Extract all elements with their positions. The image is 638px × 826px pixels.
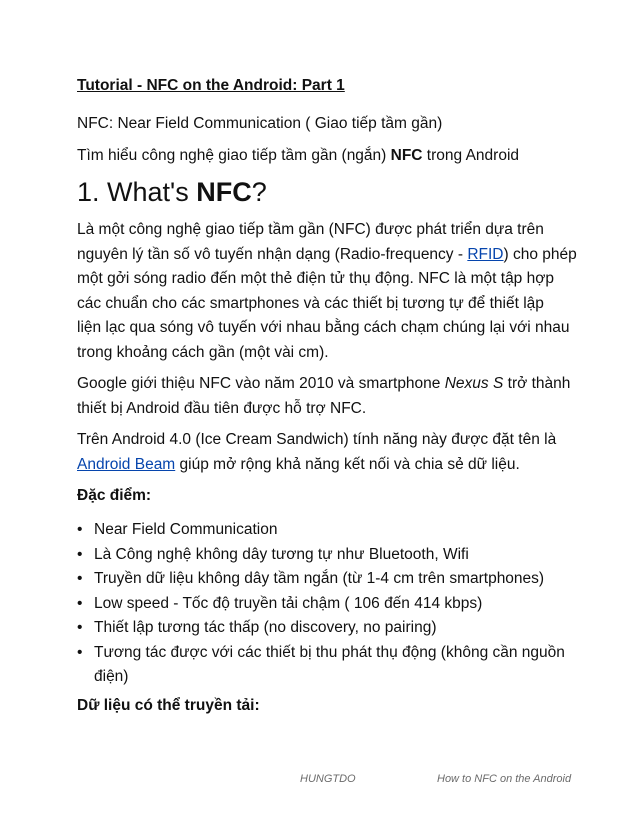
bullet-icon: • [77,521,83,538]
bullet-icon: • [77,643,83,661]
paragraph-google-nexus [77,372,571,421]
list-item [77,518,577,543]
subtitle: NFC: Near Field Communication ( Giao tiếp tầm gần) [77,115,443,132]
intro-text-end: trong Android [422,147,520,164]
features-list [77,518,577,690]
list-item-text: Truyền dữ liệu không dây tầm ngắn (từ 1-4 cm trên smartphones) [94,570,545,587]
intro-line [77,144,567,168]
bullet-icon: • [77,594,83,612]
rfid-link[interactable]: RFID [467,245,504,263]
heading-bold: NFC [196,177,252,207]
list-item-continuation [77,665,577,690]
nexus-s-italic: Nexus S [444,375,504,392]
section-heading [77,176,267,208]
list-item-text: Tương tác được với các thiết bị thu phát thụ động (không cần nguồn [94,643,565,661]
document-title: Tutorial - NFC on the Android: Part 1 [77,77,345,94]
para1-line: Là một công nghệ giao tiếp tầm gần (NFC) được phát triển dựa trên [77,221,544,238]
list-item [77,616,577,641]
list-item-text: điện) [94,668,129,685]
list-item [77,641,577,666]
list-item [77,543,577,568]
para1-line: trong khoảng cách gần (một vài cm). [77,343,329,361]
intro-text: Tìm hiểu công nghệ giao tiếp tầm gần (ngắn) [77,147,391,164]
para2-line [77,372,571,397]
android-beam-link[interactable]: Android Beam [77,455,176,473]
data-transfer-heading: Dữ liệu có thể truyền tải: [77,697,260,714]
list-item-text: Near Field Communication [94,521,278,538]
para2-text-end: trở thành [503,375,571,392]
para2-text: Google giới thiệu NFC vào năm 2010 và smartphone [77,375,445,392]
list-item [77,592,577,617]
paragraph-android-beam [77,428,567,477]
list-item [77,567,577,592]
paragraph-nfc-definition [77,218,577,365]
para1-text-end: ) cho phép [503,245,577,263]
footer-author: HUNGTDO [300,773,356,785]
para1-line-with-link [77,243,577,268]
para3-text-end: giúp mở rộng khả năng kết nối và chia sẻ dữ liệu. [175,455,520,473]
bullet-icon: • [77,545,83,563]
bullet-icon: • [77,570,83,587]
bullet-icon: • [77,619,83,636]
intro-bold-nfc: NFC [390,147,423,164]
para1-text: nguyên lý tần số vô tuyến nhận dạng (Radio-frequency - [77,245,468,263]
features-heading: Đặc điểm: [77,487,152,504]
para1-line: liện lạc qua sóng vô tuyến với nhau bằng cách chạm chúng lại với nhau [77,319,570,336]
para1-line: các chuẩn cho các smartphones và các thiết bị tương tự để thiết lập [77,294,544,312]
heading-prefix: 1. What's [77,177,197,207]
list-item-text: Low speed - Tốc độ truyền tải chậm ( 106 đến 414 kbps) [94,594,483,612]
para3-line: Trên Android 4.0 (Ice Cream Sandwich) tính năng này được đặt tên là [77,431,557,448]
list-item-text: Là Công nghệ không dây tương tự như Bluetooth, Wifi [94,545,469,563]
footer-document-title: How to NFC on the Android [437,773,572,785]
list-item-text: Thiết lập tương tác thấp (no discovery, no pairing) [94,619,437,636]
para2-line: thiết bị Android đầu tiên được hỗ trợ NFC. [77,399,367,417]
para1-line: một gởi sóng radio đến một thẻ điện tử thụ động. NFC là một tập hợp [77,270,555,287]
para3-line-with-link [77,453,567,478]
heading-suffix: ? [251,177,267,207]
